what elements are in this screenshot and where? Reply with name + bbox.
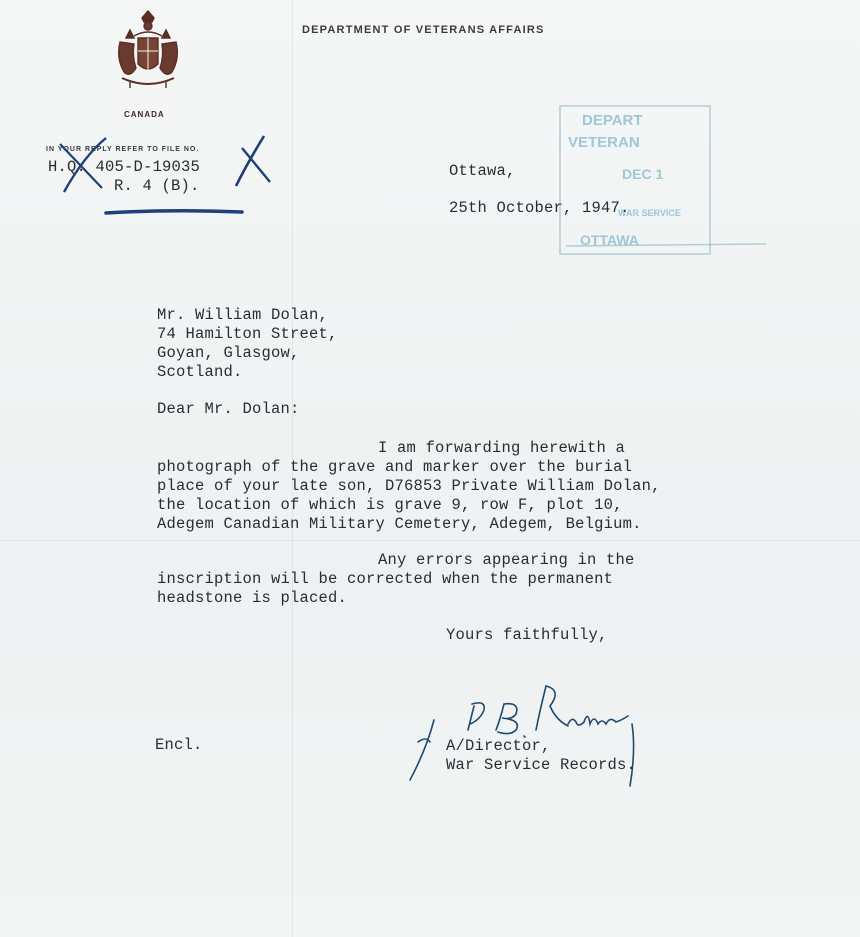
- pen-cross-mark-right: [230, 132, 274, 192]
- refer-to-file-label: IN YOUR REPLY REFER TO FILE NO.: [46, 146, 200, 153]
- signatory-title: A/Director,: [446, 737, 551, 755]
- stamp-line-4: WAR SERVICE: [618, 208, 681, 218]
- enclosure-note: Encl.: [155, 736, 203, 754]
- pen-cross-mark-left: [54, 134, 114, 194]
- file-number: H.Q. 405-D-19035: [48, 158, 201, 176]
- salutation: Dear Mr. Dolan:: [157, 400, 300, 418]
- body-p1-line-2: photograph of the grave and marker over the burial: [157, 458, 633, 476]
- closing: Yours faithfully,: [446, 626, 608, 644]
- date-line: 25th October, 1947.: [449, 199, 630, 217]
- stamp-city: OTTAWA: [580, 232, 639, 248]
- stamp-line-2: VETERAN: [568, 134, 640, 151]
- body-p2-line-1: Any errors appearing in the: [378, 551, 635, 569]
- body-p2-line-3: headstone is placed.: [157, 589, 348, 607]
- recipient-city: Goyan, Glasgow,: [157, 344, 300, 362]
- body-p2-line-2: inscription will be corrected when the permanent: [157, 570, 614, 588]
- recipient-street: 74 Hamilton Street,: [157, 325, 338, 343]
- body-p1-line-4: the location of which is grave 9, row F, plot 10,: [157, 496, 623, 514]
- file-subreference: R. 4 (B).: [114, 177, 200, 195]
- country-label: CANADA: [124, 110, 165, 119]
- department-heading: DEPARTMENT OF VETERANS AFFAIRS: [302, 24, 545, 36]
- recipient-name: Mr. William Dolan,: [157, 306, 329, 324]
- recipient-country: Scotland.: [157, 363, 243, 381]
- place-line: Ottawa,: [449, 162, 516, 180]
- coat-of-arms-icon: [112, 8, 184, 96]
- body-p1-line-1: I am forwarding herewith a: [378, 439, 626, 457]
- paper-fold-horizontal: [0, 540, 860, 541]
- body-p1-line-3: place of your late son, D76853 Private William Dolan,: [157, 477, 661, 495]
- signatory-office: War Service Records.: [446, 756, 637, 774]
- stamp-line-1: DEPART: [582, 112, 643, 129]
- stamp-date: DEC 1: [622, 166, 664, 182]
- body-p1-line-5: Adegem Canadian Military Cemetery, Adegem, Belgium.: [157, 515, 642, 533]
- ink-underline: [104, 208, 244, 216]
